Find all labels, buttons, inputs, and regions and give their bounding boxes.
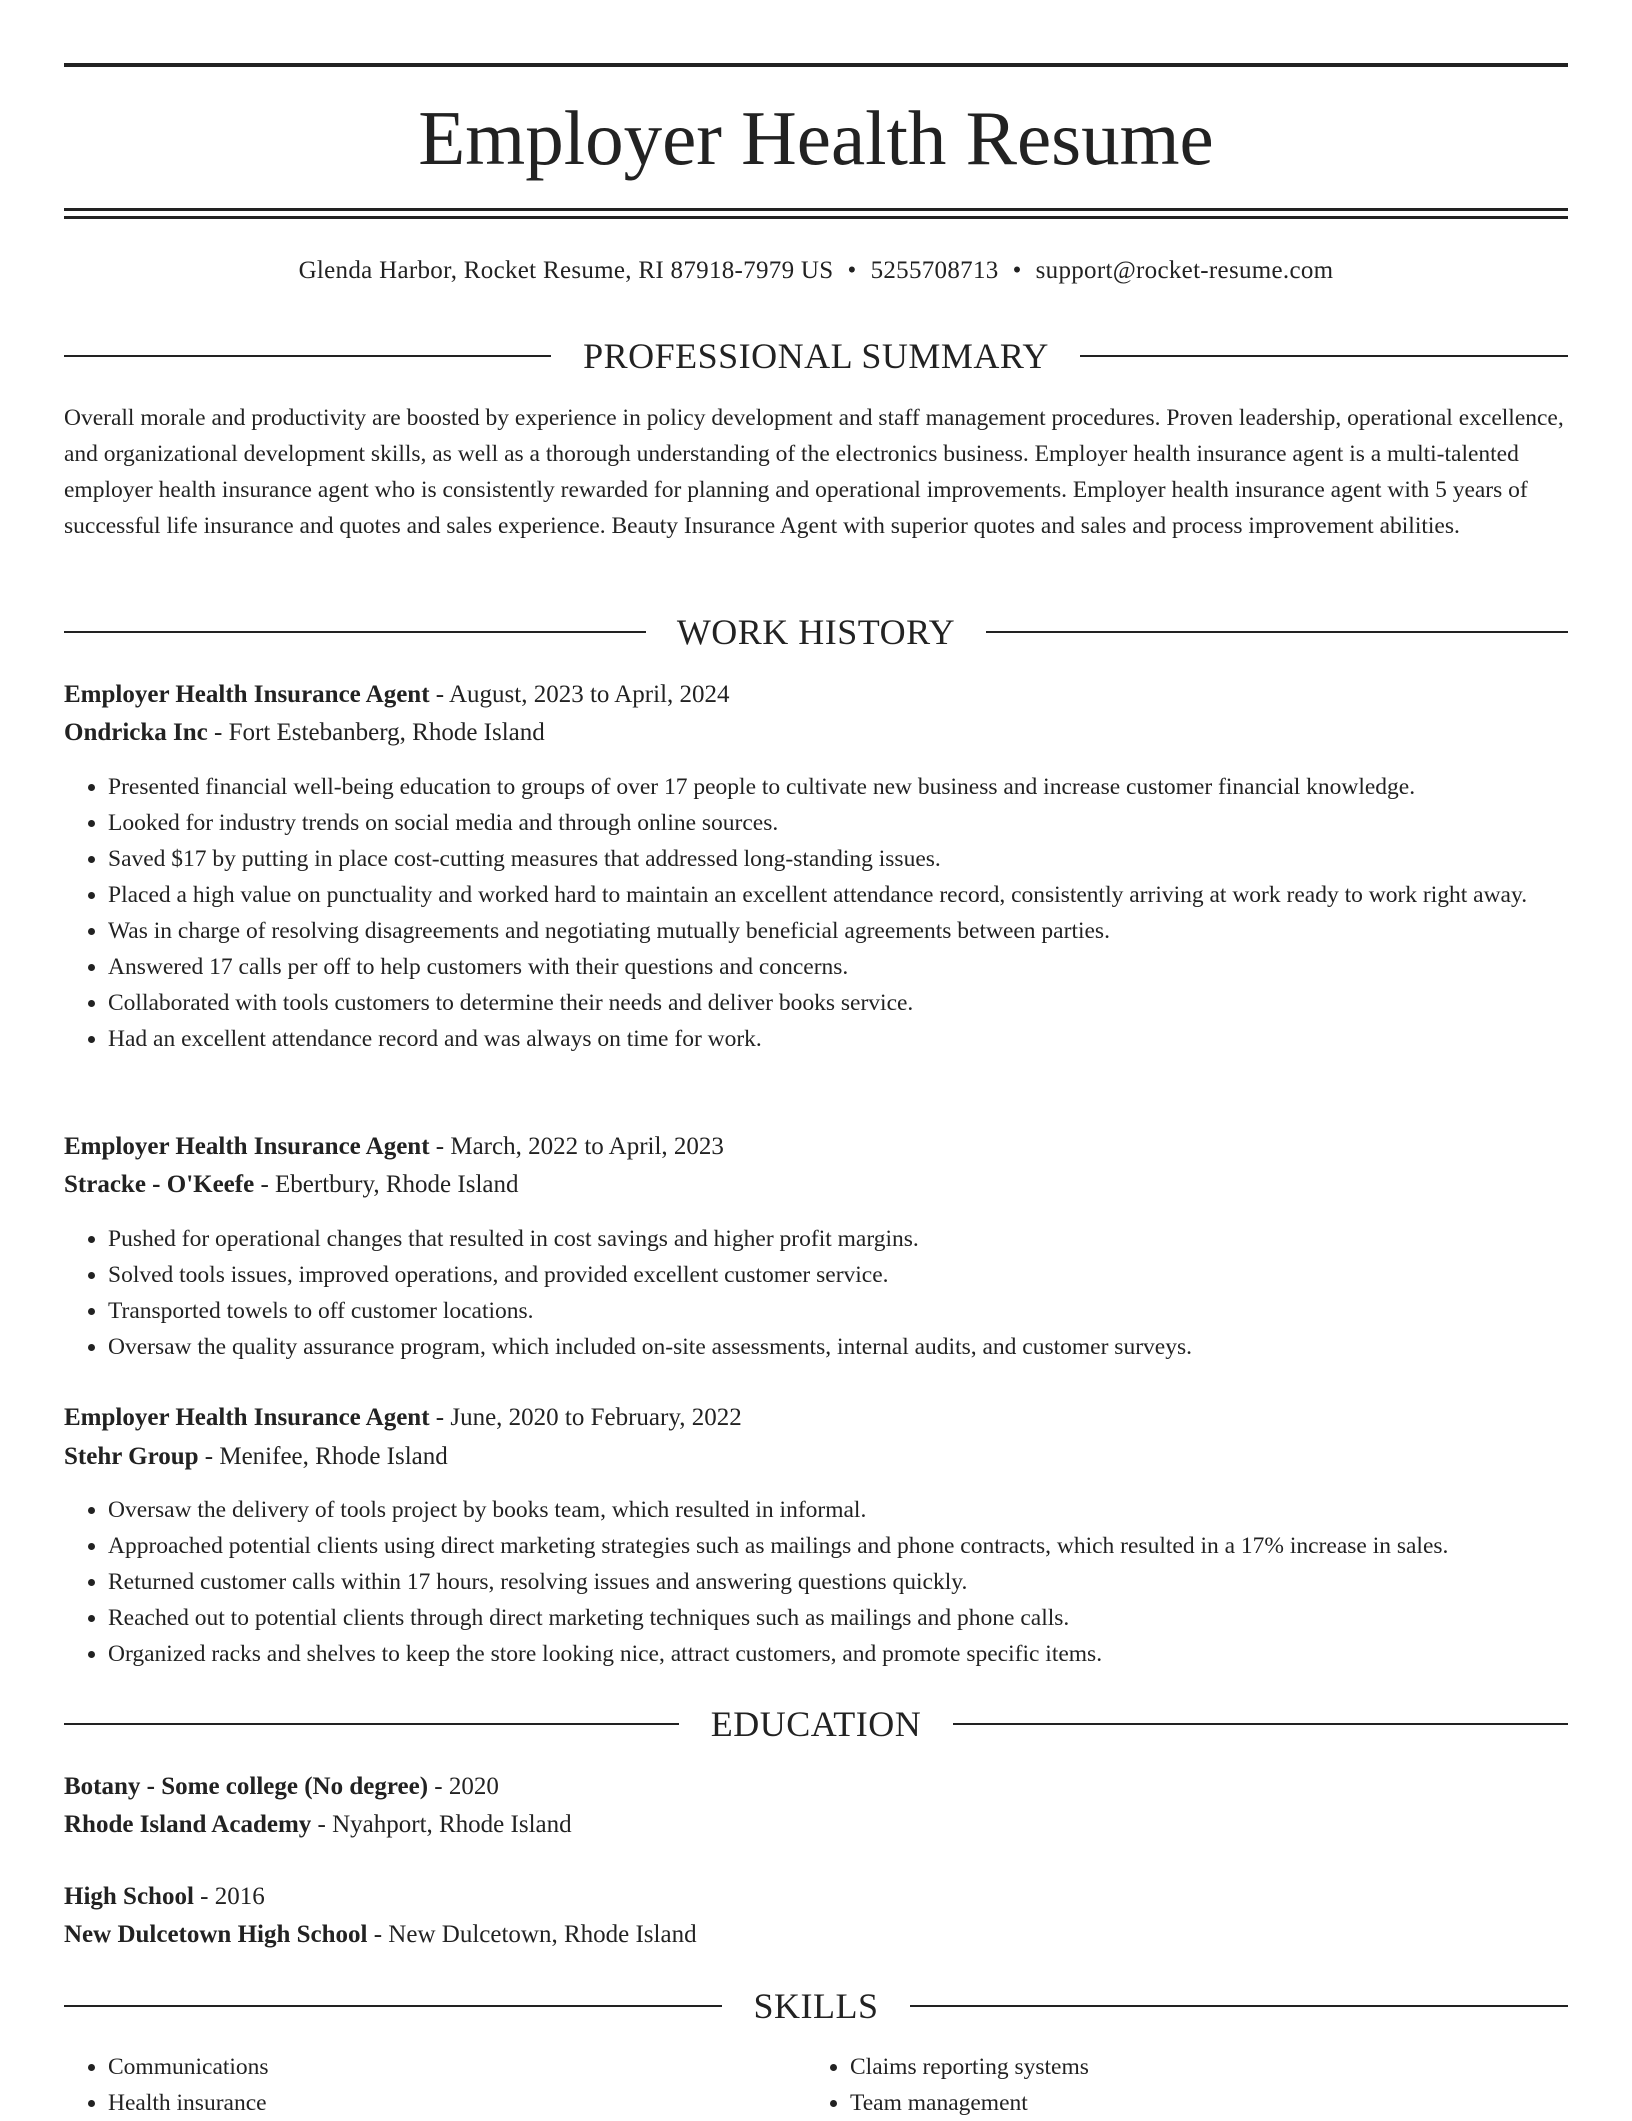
skills-list-right: [806, 2049, 1550, 2121]
list-item: • Transported towels to off customer locations.: [108, 1293, 1612, 1329]
skill-item: • Claims reporting systems: [850, 2049, 1550, 2085]
job-dates: - March, 2022 to April, 2023: [429, 1133, 724, 1160]
list-item: • Was in charge of resolving disagreements and negotiating mutually beneficial agreements between parties.: [108, 913, 1612, 949]
section-title: WORK HISTORY: [676, 612, 956, 652]
contact-separator: •: [847, 257, 857, 284]
list-item: • Approached potential clients using direct marketing strategies such as mailings and phone contracts, which resulted in a 17% increase in sales.: [108, 1528, 1612, 1564]
job-dates: - June, 2020 to February, 2022: [429, 1404, 742, 1431]
list-item: • Oversaw the quality assurance program, which included on-site assessments, internal audits, and customer surveys.: [108, 1329, 1612, 1365]
section-rule-right: [953, 1723, 1568, 1725]
job-bullets: [64, 1221, 1612, 1365]
job-location: - Fort Estebanberg, Rhode Island: [207, 719, 545, 746]
job-company: Stehr Group: [64, 1443, 199, 1470]
skill-item: • Health insurance: [108, 2085, 808, 2121]
job-company-line: [64, 1439, 448, 1475]
job-title-line: [64, 677, 730, 713]
education-degree-line: [64, 1769, 499, 1805]
job-title: Employer Health Insurance Agent: [64, 681, 430, 708]
list-item: • Answered 17 calls per off to help customers with their questions and concerns.: [108, 949, 1612, 985]
job-dates: - August, 2023 to April, 2024: [429, 681, 730, 708]
education-school-line: [64, 1807, 572, 1843]
section-title: EDUCATION: [710, 1704, 922, 1744]
section-title: PROFESSIONAL SUMMARY: [583, 336, 1049, 376]
summary-paragraph: Overall morale and productivity are boosted by experience in policy development and staff management procedures. Proven leadership, operational excellence, and organizational development skills, as well as a thorough understanding of the electronics business. Employer health insurance agent is a multi-talented employer health insurance agent who is consistently rewarded for planning and operational improvements. Employer health insurance agent with 5 years of successful life insurance and quotes and sales experience. Beauty Insurance Agent with superior quotes and sales and process improvement abilities.: [64, 405, 1564, 539]
list-item: • Presented financial well-being education to groups of over 17 people to cultivate new business and increase customer financial knowledge.: [108, 769, 1612, 805]
section-header-skills: [64, 1984, 1568, 2028]
contact-line: [64, 253, 1568, 289]
job-company: Ondricka Inc: [64, 719, 208, 746]
education-location: - New Dulcetown, Rhode Island: [367, 1921, 697, 1948]
title-rule-upper: [64, 208, 1568, 211]
list-item: • Pushed for operational changes that resulted in cost savings and higher profit margins.: [108, 1221, 1612, 1257]
job-bullets: [64, 769, 1612, 1057]
job-title: Employer Health Insurance Agent: [64, 1133, 430, 1160]
job-bullets: [64, 1492, 1612, 1672]
skill-item: • Communications: [108, 2049, 808, 2085]
list-item: • Reached out to potential clients through direct marketing techniques such as mailings and phone calls.: [108, 1600, 1612, 1636]
contact-phone: 5255708713: [870, 257, 999, 284]
title-rule-lower: [64, 216, 1568, 219]
education-degree: High School: [64, 1883, 194, 1910]
section-header-education: [64, 1702, 1568, 1746]
page-title: Employer Health Resume: [418, 95, 1214, 181]
list-item: • Organized racks and shelves to keep the store looking nice, attract customers, and promote specific items.: [108, 1636, 1612, 1672]
list-item: • Had an excellent attendance record and was always on time for work.: [108, 1021, 1612, 1057]
list-item: • Solved tools issues, improved operations, and provided excellent customer service.: [108, 1257, 1612, 1293]
skill-item: • Team management: [850, 2085, 1550, 2121]
list-item: • Oversaw the delivery of tools project by books team, which resulted in informal.: [108, 1492, 1612, 1528]
contact-email: support@rocket-resume.com: [1035, 257, 1334, 284]
list-item: • Looked for industry trends on social media and through online sources.: [108, 805, 1612, 841]
job-location: - Ebertbury, Rhode Island: [254, 1171, 519, 1198]
section-title: SKILLS: [753, 1986, 879, 2026]
contact-address: Glenda Harbor, Rocket Resume, RI 87918-7979 US: [298, 257, 834, 284]
top-rule: [64, 63, 1568, 67]
section-rule-right: [910, 2005, 1568, 2007]
education-location: - Nyahport, Rhode Island: [311, 1811, 572, 1838]
job-company: Stracke - O'Keefe: [64, 1171, 255, 1198]
job-title: Employer Health Insurance Agent: [64, 1404, 430, 1431]
list-item: • Collaborated with tools customers to determine their needs and deliver books service.: [108, 985, 1612, 1021]
section-rule-right: [986, 631, 1568, 633]
job-company-line: [64, 715, 545, 751]
section-rule-right: [1080, 355, 1568, 357]
education-school: Rhode Island Academy: [64, 1811, 312, 1838]
section-header-work: [64, 610, 1568, 654]
section-header-summary: [64, 334, 1568, 378]
education-year: - 2016: [193, 1883, 265, 1910]
job-title-line: [64, 1400, 742, 1436]
list-item: • Placed a high value on punctuality and worked hard to maintain an excellent attendance record, consistently arriving at work ready to work right away.: [108, 877, 1612, 913]
job-title-line: [64, 1129, 724, 1165]
list-item: • Returned customer calls within 17 hours, resolving issues and answering questions quickly.: [108, 1564, 1612, 1600]
job-company-line: [64, 1167, 519, 1203]
education-year: - 2020: [428, 1773, 499, 1800]
education-degree: Botany - Some college (No degree): [64, 1773, 429, 1800]
list-item: • Saved $17 by putting in place cost-cutting measures that addressed long-standing issues.: [108, 841, 1612, 877]
job-location: - Menifee, Rhode Island: [198, 1443, 448, 1470]
education-school-line: [64, 1917, 697, 1953]
skills-list-left: [64, 2049, 808, 2121]
education-school: New Dulcetown High School: [64, 1921, 368, 1948]
contact-separator: •: [1012, 257, 1022, 284]
education-degree-line: [64, 1879, 265, 1915]
